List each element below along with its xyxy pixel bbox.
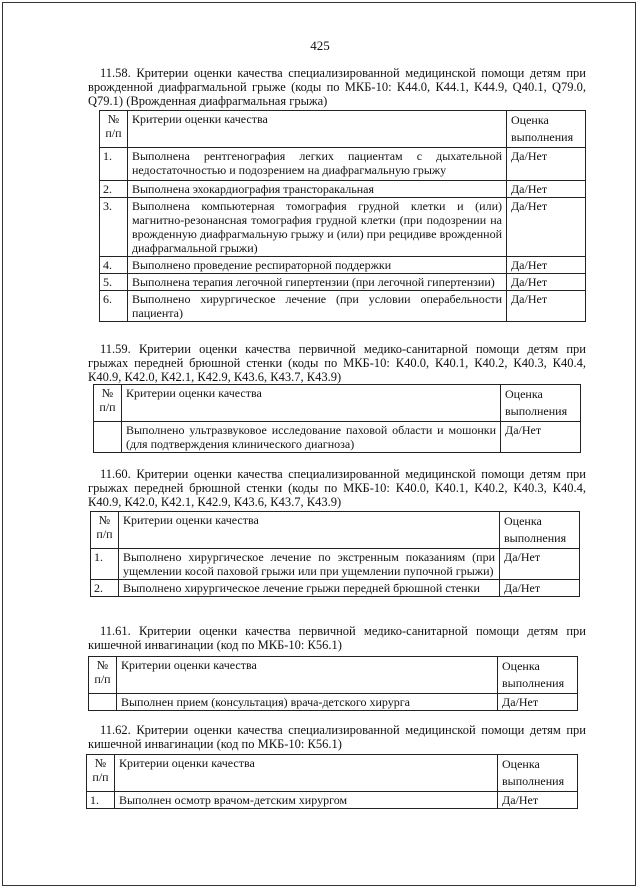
- row-criterion: Выполнено хирургическое лечение грыжи передней брюшной стенки: [118, 580, 499, 597]
- table-row: [91, 549, 580, 580]
- table-row: [94, 422, 581, 453]
- column-header-evaluation: Оценка выполнения: [498, 755, 578, 792]
- section-heading-11-62: 11.62. Критерии оценки качества специализированной медицинской помощи детям при кишечной инвагинации (код по МКБ-10: К56.1): [88, 723, 586, 751]
- column-header-number: № п/п: [94, 385, 122, 422]
- column-header-evaluation: Оценка выполнения: [500, 512, 580, 549]
- row-answer: Да/Нет: [507, 198, 586, 257]
- row-answer: Да/Нет: [498, 792, 578, 809]
- criteria-table-11-61: [88, 656, 578, 711]
- row-criterion: Выполнена эхокардиография трансторакальная: [127, 181, 506, 198]
- table-header-row: [87, 755, 578, 792]
- row-number: [94, 422, 122, 453]
- row-number: 3.: [100, 198, 128, 257]
- row-number: 1.: [91, 549, 119, 580]
- table-header-row: [100, 111, 586, 148]
- row-answer: Да/Нет: [498, 694, 578, 711]
- row-answer: Да/Нет: [507, 291, 586, 322]
- row-answer: Да/Нет: [507, 148, 586, 181]
- row-criterion: Выполнена компьютерная томография грудной клетки и (или) магнитно-резонансная томография грудной клетки (при подозрении на врожденную диафрагмальную грыжу и (или) при рецидиве врожденной диафрагмальной грыжи): [127, 198, 506, 257]
- row-answer: Да/Нет: [507, 274, 586, 291]
- column-header-criterion: Критерии оценки качества: [118, 512, 499, 549]
- row-criterion: Выполнена рентгенография легких пациентам с дыхательной недостаточностью и подозрением на диафрагмальную грыжу: [127, 148, 506, 181]
- row-number: 4.: [100, 257, 128, 274]
- row-number: 2.: [91, 580, 119, 597]
- row-criterion: Выполнен осмотр врачом-детским хирургом: [114, 792, 497, 809]
- criteria-table-11-58: [99, 110, 586, 322]
- table-row: [91, 580, 580, 597]
- row-number: 6.: [100, 291, 128, 322]
- row-answer: Да/Нет: [501, 422, 581, 453]
- row-criterion: Выполнено хирургическое лечение (при условии операбельности пациента): [127, 291, 506, 322]
- row-number: 5.: [100, 274, 128, 291]
- section-heading-11-58: 11.58. Критерии оценки качества специализированной медицинской помощи детям при врожденной диафрагмальной грыже (коды по МКБ-10: К44.0, К44.1, К44.9, Q40.1, Q79.0, Q79.1) (Врожденная диафрагмальная грыжа): [88, 66, 586, 108]
- column-header-number: № п/п: [91, 512, 119, 549]
- row-answer: Да/Нет: [500, 580, 580, 597]
- column-header-number: № п/п: [100, 111, 128, 148]
- row-criterion: Выполнен прием (консультация) врача-детского хирурга: [116, 694, 497, 711]
- table-row: [89, 694, 578, 711]
- column-header-evaluation: Оценка выполнения: [498, 657, 578, 694]
- row-answer: Да/Нет: [507, 257, 586, 274]
- column-header-number: № п/п: [89, 657, 117, 694]
- column-header-criterion: Критерии оценки качества: [114, 755, 497, 792]
- section-heading-11-59: 11.59. Критерии оценки качества первичной медико-санитарной помощи детям при грыжах передней брюшной стенки (коды по МКБ-10: К40.0, К40.1, К40.2, К40.3, К40.4, К40.9, К42.0, К42.1, К42.9, К43.6, К43.7, К43.9): [88, 342, 586, 384]
- row-number: 2.: [100, 181, 128, 198]
- row-answer: Да/Нет: [500, 549, 580, 580]
- row-answer: Да/Нет: [507, 181, 586, 198]
- column-header-criterion: Критерии оценки качества: [121, 385, 500, 422]
- section-heading-11-61: 11.61. Критерии оценки качества первичной медико-санитарной помощи детям при кишечной инвагинации (код по МКБ-10: К56.1): [88, 624, 586, 652]
- page-number: 425: [310, 38, 330, 53]
- row-criterion: Выполнена терапия легочной гипертензии (при легочной гипертензии): [127, 274, 506, 291]
- row-criterion: Выполнено проведение респираторной поддержки: [127, 257, 506, 274]
- row-criterion: Выполнено хирургическое лечение по экстренным показаниям (при ущемлении косой паховой грыжи или при ущемлении пупочной грыжи): [118, 549, 499, 580]
- table-row: [100, 257, 586, 274]
- row-number: [89, 694, 117, 711]
- row-number: 1.: [87, 792, 115, 809]
- table-row: [100, 274, 586, 291]
- column-header-criterion: Критерии оценки качества: [127, 111, 506, 148]
- column-header-criterion: Критерии оценки качества: [116, 657, 497, 694]
- criteria-table-11-59: [93, 384, 581, 453]
- table-row: [100, 148, 586, 181]
- row-number: 1.: [100, 148, 128, 181]
- criteria-table-11-62: [86, 754, 578, 809]
- criteria-table-11-60: [90, 511, 580, 597]
- section-heading-11-60: 11.60. Критерии оценки качества специализированной медицинской помощи детям при грыжах передней брюшной стенки (коды по МКБ-10: К40.0, К40.1, К40.2, К40.3, К40.4, К40.9, К42.0, К42.1, К42.9, К43.6, К43.7, К43.9): [88, 467, 586, 509]
- table-row: [100, 198, 586, 257]
- table-header-row: [89, 657, 578, 694]
- column-header-evaluation: Оценка выполнения: [507, 111, 586, 148]
- column-header-evaluation: Оценка выполнения: [501, 385, 581, 422]
- row-criterion: Выполнено ультразвуковое исследование паховой области и мошонки (для подтверждения клинического диагноза): [121, 422, 500, 453]
- table-row: [100, 181, 586, 198]
- table-header-row: [94, 385, 581, 422]
- table-row: [87, 792, 578, 809]
- table-header-row: [91, 512, 580, 549]
- table-row: [100, 291, 586, 322]
- column-header-number: № п/п: [87, 755, 115, 792]
